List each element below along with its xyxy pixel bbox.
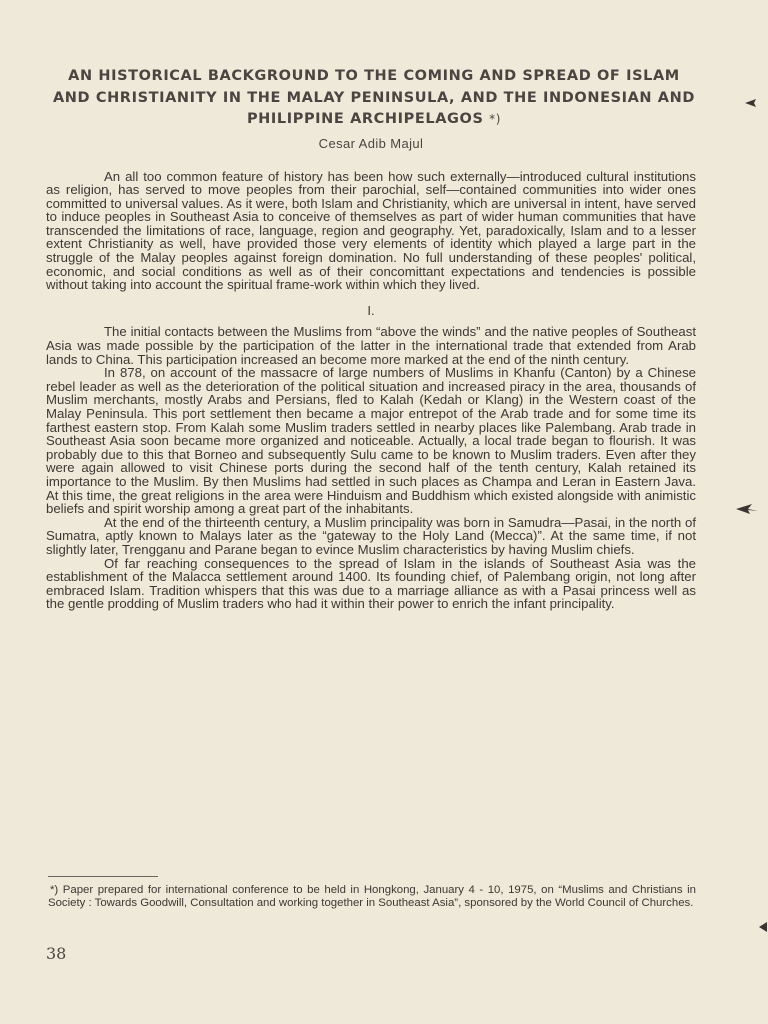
author-name: Cesar Adib Majul xyxy=(318,135,424,151)
body-paragraph-2: In 878, on account of the massacre of large numbers of Muslims in Khanfu (Canton) by a Chinese rebel leader as well as the deterioration of the political situation and increased piracy in the area, thousands of Muslim merchants, mostly Arabs and Persians, fled to Kalah (Kedah or Klang) in the Western coast of the Malay Peninsula. This port settlement then became a major entrepot of the Arab trade and for some time its farthest eastern stop. From Kalah some Muslim traders settled in nearby places like Palembang. Arab trade in Southeast Asia soon became more organized and noticeable. Actually, a local trade began to flourish. It was probably due to this that Borneo and subsequently Sulu came to be known to Muslim traders. Even after they were again allowed to visit Chinese ports during the second half of the tenth century, Kalah retained its importance to the Muslim. By then Muslims had settled in such places as Champa and Leran in Eastern Java. At this time, the great religions in the area were Hinduism and Buddhism which existed alongside with animistic beliefs and spirit worship among a great part of the inhabitants. xyxy=(46,365,696,517)
footnote xyxy=(48,884,696,909)
margin-mark-icon xyxy=(734,500,760,516)
article-title xyxy=(46,66,696,131)
body-paragraph-1: The initial contacts between the Muslims from “above the winds” and the native peoples of Southeast Asia was made possible by the participation of the latter in the international trade that extended from Arab lands to China. This participation increased an become more marked at the end of the ninth century. xyxy=(46,324,696,367)
margin-mark-icon xyxy=(744,96,762,110)
title-footnote-marker: *) xyxy=(489,112,502,126)
title-text: AN HISTORICAL BACKGROUND TO THE COMING AND SPREAD OF ISLAM AND CHRISTIANITY IN THE MALAY PENINSULA, AND THE INDONESIAN AND PHILIPPINE ARCHIPELAGOS xyxy=(52,68,696,127)
intro-paragraph: An all too common feature of history has been how such externally—introduced cultural institutions as religion, has served to move peoples from their parochial, self—contained communities into wider ones committed to universal values. As it were, both Islam and Christianity, which are universal in intent, have served to induce peoples in Southeast Asia to conceive of themselves as part of wider human communities that have transcended the limitations of race, language, region and geography. Yet, paradoxically, Islam and to a lesser extent Christianity as well, have provided those very elements of identity which played a large part in the struggle of the Malay peoples against foreign domination. No full understanding of these peoples' political, economic, and social conditions as well as of their concomittant expectations and tendencies is possible without taking into account the spiritual frame-work within which they lived. xyxy=(46,168,696,293)
margin-mark-icon xyxy=(758,920,768,934)
footnote-text: *) Paper prepared for international conference to be held in Hongkong, January 4 - 10, 1975, on “Muslims and Christians in Society : Towards Goodwill, Consultation and working together in Southeast Asia”, sponsored by the World Council of Churches. xyxy=(48,884,696,909)
article-body xyxy=(46,170,696,611)
body-paragraph-4: Of far reaching consequences to the spread of Islam in the islands of Southeast Asia was the establishment of the Malacca settlement around 1400. Its founding chief, of Palembang origin, not long after embraced Islam. Tradition whispers that this was due to a marriage alliance as with a Pasai princess well as the gentle prodding of Muslim traders who had it within their power to enrich the infant principality. xyxy=(46,555,696,612)
page-number: 38 xyxy=(46,944,67,963)
section-number: I. xyxy=(367,302,375,318)
article xyxy=(46,66,696,611)
body-paragraph-3: At the end of the thirteenth century, a Muslim principality was born in Samudra—Pasai, in the north of Sumatra, aptly known to Malays later as the “gateway to the Holy Land (Mecca)”. At the same time, if not slightly later, Trengganu and Parane began to evince Muslim characteristics by having Muslim chiefs. xyxy=(46,514,696,557)
footnote-divider xyxy=(48,876,158,877)
